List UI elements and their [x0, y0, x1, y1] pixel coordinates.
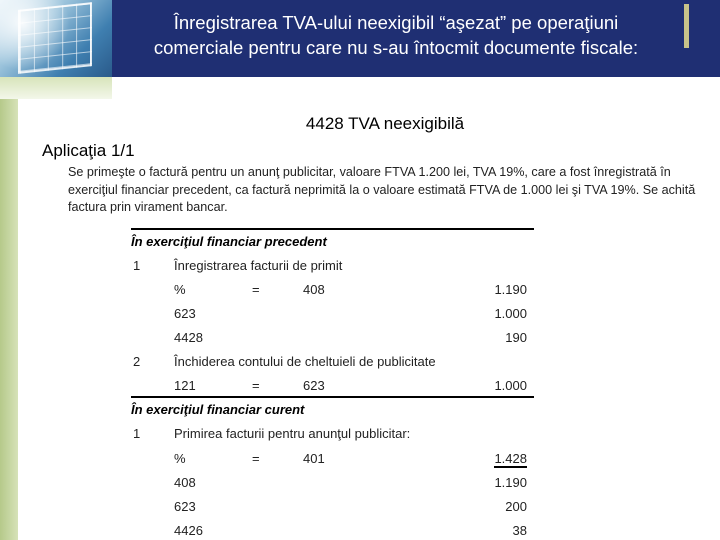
- slide-title: [116, 10, 676, 60]
- application-title: Aplicaţia 1/1: [42, 141, 135, 160]
- debit-account: 623: [174, 499, 196, 514]
- slide-title-line-1: Înregistrarea TVA-ului neexigibil “aşezat” pe operaţiuni: [173, 12, 619, 33]
- entry-number: 1: [133, 258, 141, 273]
- debit-account: 623: [174, 306, 196, 321]
- amount: 1.000: [494, 378, 527, 393]
- entry-label: Primirea facturii pentru anunţul publicitar:: [174, 426, 411, 441]
- amount: 38: [512, 523, 527, 538]
- header-accent-bar: [684, 4, 689, 48]
- section-heading-previous-year: În exerciţiul financiar precedent: [131, 228, 534, 249]
- credit-account: 401: [303, 451, 325, 466]
- equals-sign: =: [252, 378, 260, 393]
- amount: 1.428: [494, 451, 527, 466]
- entry-number: 2: [133, 354, 141, 369]
- debit-account: %: [174, 282, 186, 297]
- equals-sign: =: [252, 282, 260, 297]
- amount: 1.000: [494, 306, 527, 321]
- slide-title-line-2: comerciale pentru care nu s-au întocmit documente fiscale:: [153, 37, 639, 58]
- amount-total: [460, 451, 527, 466]
- problem-description: Se primeşte o factură pentru un anunţ publicitar, valoare FTVA 1.200 lei, TVA 19%, care a fost înregistrată în exerciţiul financiar precedent, ca factură neprimită la o valoare estimată FTVA de 1.000 lei şi TVA 19%. Se achită factura prin virament bancar.: [68, 165, 696, 214]
- main-title: 4428 TVA neexigibilă: [305, 114, 465, 133]
- credit-account: 408: [303, 282, 325, 297]
- decor-green-corner: [0, 77, 112, 99]
- debit-account: %: [174, 451, 186, 466]
- debit-account: 4428: [174, 330, 203, 345]
- light-glow: [0, 0, 112, 77]
- header-logo-image: [0, 0, 112, 77]
- decor-green-stripe: [0, 99, 18, 540]
- equals-sign: =: [252, 451, 260, 466]
- entry-label: Închiderea contului de cheltuieli de publicitate: [174, 354, 436, 369]
- amount: 200: [505, 499, 527, 514]
- debit-account: 121: [174, 378, 196, 393]
- credit-account: 623: [303, 378, 325, 393]
- entry-label: Înregistrarea facturii de primit: [174, 258, 343, 273]
- debit-account: 4426: [174, 523, 203, 538]
- entry-number: 1: [133, 426, 141, 441]
- amount: 190: [505, 330, 527, 345]
- amount: 1.190: [494, 475, 527, 490]
- section-heading-current-year: În exerciţiul financiar curent: [131, 396, 534, 417]
- amount: 1.190: [494, 282, 527, 297]
- debit-account: 408: [174, 475, 196, 490]
